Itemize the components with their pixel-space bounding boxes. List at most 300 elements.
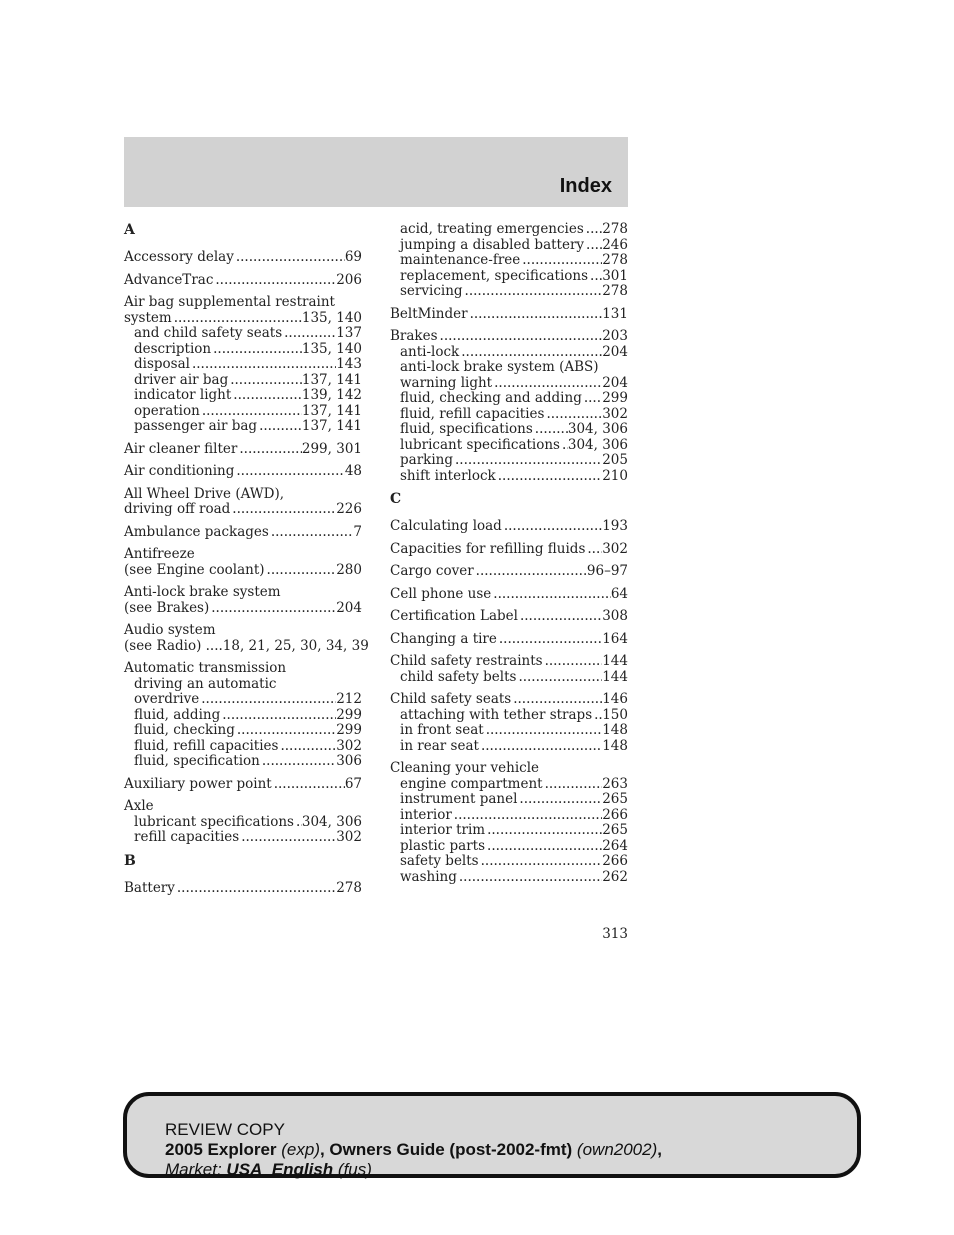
entry-term: fluid, specifications [400, 421, 533, 437]
entry-term: Accessory delay [124, 249, 234, 265]
index-entry-line [124, 623, 362, 639]
footer-text [165, 1120, 662, 1180]
entry-term: BeltMinder [390, 305, 468, 322]
entry-page-ref: 204 [602, 343, 628, 360]
entry-term: fluid, refill capacities [400, 405, 545, 422]
index-subentry-line [124, 830, 362, 846]
entry-term: operation [134, 402, 200, 419]
index-entry-line [124, 777, 362, 793]
entry-term: disposal [134, 356, 190, 372]
entry-term: Audio system [124, 622, 216, 638]
dot-leader [485, 823, 602, 839]
index-entry [390, 542, 628, 558]
dot-leader [235, 723, 336, 739]
index-entry-line [390, 329, 628, 345]
entry-term: driving off road [124, 501, 231, 517]
index-subentry-line [390, 360, 628, 376]
footer-market: USA_English [226, 1160, 334, 1179]
entry-term: Automatic transmission [124, 660, 287, 676]
dot-leader [584, 222, 602, 238]
index-entry-line [124, 661, 362, 677]
entry-term: and child safety seats [134, 325, 283, 341]
entry-page-ref: 206 [336, 271, 362, 288]
entry-term: Calculating load [390, 518, 502, 534]
index-entry-line [124, 601, 362, 617]
entry-page-ref: 266 [602, 853, 628, 869]
entry-term: AdvanceTrac [124, 271, 214, 288]
entry-page-ref: 299 [602, 390, 628, 406]
entry-term: replacement, specifications [400, 267, 589, 284]
dot-leader [237, 442, 302, 458]
index-subentry-line [390, 670, 628, 686]
entry-term: warning light [400, 374, 493, 391]
footer-guide-line [165, 1140, 662, 1160]
entry-page-ref: 164 [602, 630, 628, 647]
index-subentry-line [390, 469, 628, 485]
entry-term: Certification Label [390, 608, 518, 624]
index-subentry-line [390, 854, 628, 870]
index-subentry-line [124, 723, 362, 739]
entry-page-ref: 278 [602, 252, 628, 268]
index-entry [124, 881, 362, 897]
index-entry-line [124, 563, 362, 579]
dot-leader [497, 632, 602, 648]
footer-model: 2005 Explorer [165, 1140, 277, 1159]
entry-term: servicing [400, 283, 463, 299]
dot-leader [230, 502, 336, 518]
entry-term: Child safety restraints [390, 653, 543, 669]
index-subentry-line [124, 388, 362, 404]
index-entry-line [124, 464, 362, 480]
index-entry [390, 609, 628, 625]
entry-page-ref: 131 [602, 305, 628, 322]
dot-leader [520, 253, 602, 269]
entry-term: system [124, 309, 172, 326]
entry-term: (see Engine coolant) [124, 561, 265, 578]
entry-term: Cell phone use [390, 585, 492, 602]
index-subentry-line [390, 823, 628, 839]
index-entry [124, 273, 362, 289]
dot-leader [479, 739, 602, 755]
index-entry [390, 222, 628, 300]
index-entry [124, 622, 369, 654]
index-subentry-line [124, 342, 362, 358]
dot-leader [492, 376, 602, 392]
entry-page-ref: 204 [602, 374, 628, 391]
dot-leader [518, 609, 602, 625]
dot-leader [231, 388, 302, 404]
index-entry-line [390, 519, 628, 535]
entry-term: fluid, checking and adding [400, 390, 582, 406]
index-entry [124, 777, 362, 793]
dot-leader [213, 273, 336, 289]
index-subentry-line [390, 808, 628, 824]
dot-leader [190, 357, 336, 373]
entry-page-ref: 212 [336, 691, 362, 707]
index-subentry-line [390, 438, 628, 454]
dot-leader [463, 284, 603, 300]
entry-page-ref: 299 [336, 706, 362, 723]
index-column-right [390, 222, 628, 892]
dot-leader [592, 708, 602, 724]
entry-page-ref: 205 [602, 452, 628, 468]
entry-term: acid, treating emergencies [400, 221, 584, 237]
dot-leader [485, 839, 602, 855]
index-entry-line [390, 587, 628, 603]
index-subentry-line [390, 391, 628, 407]
entry-page-ref: 210 [602, 467, 628, 484]
index-subentry-line [124, 677, 362, 693]
index-entry-line [124, 799, 362, 815]
dot-leader [209, 601, 336, 617]
index-entry-line [124, 525, 362, 541]
index-subentry-line [390, 376, 628, 392]
entry-page-ref: 280 [336, 561, 362, 578]
footer-model-code: (exp) [281, 1140, 320, 1159]
dot-leader [453, 453, 602, 469]
dot-leader [175, 881, 336, 897]
index-entry-line [390, 564, 628, 580]
index-subentry-line [390, 839, 628, 855]
entry-page-ref: 308 [602, 608, 628, 624]
entry-term: indicator light [134, 387, 232, 403]
footer-market-line [165, 1160, 662, 1180]
entry-page-ref: 203 [602, 328, 628, 344]
entry-page-ref: 48 [344, 463, 362, 479]
entry-term: parking [400, 452, 453, 468]
index-entry-line [390, 609, 628, 625]
entry-term: anti-lock brake system (ABS) [400, 359, 599, 375]
entry-page-ref: 302 [336, 737, 362, 754]
entry-term: All Wheel Drive (AWD), [124, 485, 285, 502]
entry-term: interior trim [400, 822, 486, 838]
entry-page-ref: 137 [336, 325, 362, 341]
dot-leader [516, 670, 602, 686]
index-entry [124, 295, 362, 435]
entry-term: fluid, refill capacities [134, 737, 279, 754]
index-subentry-line [390, 238, 628, 254]
index-entry [124, 442, 362, 458]
index-entry [124, 487, 362, 518]
index-subentry-line [390, 345, 628, 361]
dot-leader [220, 708, 336, 724]
entry-term: Antifreeze [124, 546, 195, 562]
entry-page-ref: 204 [336, 599, 362, 616]
entry-term: Air cleaner filter [124, 440, 238, 457]
index-entry-line [124, 250, 362, 266]
dot-leader [511, 692, 602, 708]
index-entry-line [124, 295, 362, 311]
entry-page-ref: 64 [610, 585, 628, 602]
entry-term: lubricant specifications [400, 436, 560, 453]
dot-leader [588, 269, 602, 285]
dot-leader [269, 525, 354, 541]
index-entry [390, 307, 628, 323]
entry-term: Battery [124, 879, 175, 896]
index-subentry-line [390, 870, 628, 886]
entry-page-ref: 137, 141 [301, 418, 362, 434]
entry-term: Auxiliary power point [124, 775, 272, 792]
entry-term: passenger air bag [134, 418, 258, 434]
index-subentry-line [124, 404, 362, 420]
dot-leader [172, 311, 302, 327]
entry-term: maintenance-free [400, 252, 521, 268]
index-entry-line [390, 654, 628, 670]
entry-page-ref: 135, 140 [301, 340, 362, 357]
entry-page-ref: 304, 306 [567, 436, 628, 453]
footer-market-label: Market: [165, 1160, 222, 1179]
index-entry [390, 692, 628, 754]
index-entry [390, 564, 628, 580]
dot-leader [438, 329, 603, 345]
index-subentry-line [390, 739, 628, 755]
dot-leader [533, 422, 568, 438]
index-subentry-line [390, 777, 628, 793]
dot-leader [479, 854, 603, 870]
index-subentry-line [124, 815, 362, 831]
index-entry [124, 547, 362, 578]
index-subentry-line [390, 723, 628, 739]
index-entry-line [124, 585, 362, 601]
index-column-left [124, 222, 369, 903]
entry-term: safety belts [400, 853, 479, 869]
index-subentry-line [124, 419, 362, 435]
index-entry-line [390, 307, 628, 323]
entry-term: Child safety seats [390, 691, 512, 707]
footer-guide-code: (own2002) [576, 1140, 658, 1159]
index-entry [124, 585, 362, 616]
dot-leader [459, 345, 602, 361]
footer-comma: , [657, 1140, 662, 1159]
entry-page-ref: 135, 140 [301, 309, 362, 326]
index-subentry-line [124, 357, 362, 373]
entry-term: fluid, checking [134, 722, 235, 738]
index-entry [390, 654, 628, 685]
dot-leader [474, 564, 587, 580]
footer-review-label: REVIEW COPY [165, 1120, 285, 1139]
page-title: Index [559, 175, 612, 197]
entry-term: anti-lock [400, 343, 460, 360]
entry-term: child safety belts [400, 668, 517, 685]
entry-term: Ambulance packages [124, 523, 269, 540]
dot-leader [585, 542, 602, 558]
entry-page-ref: 144 [602, 653, 628, 669]
entry-page-ref: 263 [602, 775, 628, 792]
entry-term: plastic parts [400, 837, 486, 854]
entry-term: instrument panel [400, 791, 518, 807]
header-band [124, 137, 628, 207]
entry-term: Air conditioning [124, 463, 235, 479]
entry-term: description [134, 340, 212, 357]
index-subentry-line [124, 326, 362, 342]
dot-leader [272, 777, 345, 793]
footer-guide: , Owners Guide (post-2002-fmt) [319, 1140, 573, 1159]
dot-leader [543, 777, 603, 793]
entry-term: refill capacities [134, 829, 240, 845]
entry-page-ref: 278 [602, 283, 628, 299]
index-subentry-line [390, 453, 628, 469]
index-subentry-line [124, 754, 362, 770]
entry-term: (see Radio) ....18, 21, 25, 30, 34, 39 [124, 637, 369, 654]
entry-page-ref: 301 [602, 267, 628, 284]
entry-page-ref: 302 [336, 829, 362, 845]
index-subentry-line [390, 407, 628, 423]
entry-page-ref: 137, 141 [301, 371, 362, 388]
entry-term: driving an automatic [134, 675, 277, 692]
index-entry [390, 761, 628, 885]
entry-page-ref: 278 [336, 879, 362, 896]
entry-term: Cargo cover [390, 563, 474, 579]
entry-page-ref: 143 [336, 356, 362, 372]
index-entry [124, 464, 362, 480]
entry-page-ref: 299 [336, 722, 362, 738]
entry-term: overdrive [134, 691, 200, 707]
entry-page-ref: 246 [602, 236, 628, 253]
dot-leader [211, 342, 302, 358]
dot-leader [468, 307, 603, 323]
index-subentry-line [390, 253, 628, 269]
index-entry [124, 525, 362, 541]
index-subentry-line [390, 269, 628, 285]
dot-leader [200, 404, 302, 420]
dot-leader [265, 563, 337, 579]
dot-leader [584, 238, 602, 254]
entry-term: jumping a disabled battery [400, 236, 585, 253]
index-entry [390, 587, 628, 603]
dot-leader [239, 830, 336, 846]
entry-term: interior [400, 806, 452, 823]
entry-page-ref: 299, 301 [301, 440, 362, 457]
entry-page-ref: 302 [602, 405, 628, 422]
entry-term: washing [400, 868, 457, 885]
entry-term: Axle [124, 798, 154, 814]
dot-leader [199, 692, 336, 708]
index-entry-line [124, 442, 362, 458]
index-entry [390, 519, 628, 535]
section-letter: B [124, 852, 136, 869]
dot-leader [234, 464, 344, 480]
dot-leader [278, 739, 336, 755]
index-subentry-line [124, 708, 362, 724]
dot-leader [491, 587, 611, 603]
entry-term: fluid, specification [134, 753, 260, 769]
entry-term: Changing a tire [390, 630, 497, 647]
index-subentry-line [124, 373, 362, 389]
entry-page-ref: 137, 141 [301, 402, 362, 419]
index-entry [124, 799, 362, 846]
entry-term: Cleaning your vehicle [390, 760, 540, 776]
index-entry [124, 661, 362, 770]
entry-page-ref: 150 [602, 706, 628, 723]
index-subentry-line [390, 792, 628, 808]
dot-leader [544, 407, 602, 423]
entry-page-ref: 278 [602, 221, 628, 237]
entry-term: shift interlock [400, 467, 496, 484]
index-entry-line [124, 311, 362, 327]
entry-page-ref: 96–97 [586, 563, 628, 579]
index-subentry-line [124, 739, 362, 755]
entry-page-ref: 262 [602, 868, 628, 885]
entry-page-ref: 144 [602, 668, 628, 685]
dot-leader [502, 519, 602, 535]
dot-leader [582, 391, 602, 407]
section-letter: C [390, 491, 402, 507]
dot-leader [457, 870, 602, 886]
entry-page-ref: 266 [602, 806, 628, 823]
dot-leader [484, 723, 603, 739]
entry-page-ref: 226 [336, 501, 362, 517]
index-entry-line [124, 637, 369, 655]
dot-leader [543, 654, 603, 670]
entry-term: Air bag supplemental restraint [124, 294, 335, 310]
footer-market-code: (fus) [337, 1160, 372, 1179]
index-entry-line [124, 487, 362, 503]
entry-term: Capacities for refilling fluids [390, 540, 586, 557]
dot-leader [282, 326, 336, 342]
review-copy-footer [123, 1092, 861, 1178]
entry-page-ref: 306 [336, 753, 362, 769]
entry-term: driver air bag [134, 371, 229, 388]
section-letter: A [124, 222, 135, 238]
index-subentry-line [390, 422, 628, 438]
index-entry-line [390, 632, 628, 648]
entry-term: Anti-lock brake system [124, 584, 281, 600]
dot-leader [228, 373, 302, 389]
entry-term: attaching with tether straps [400, 706, 593, 723]
index-entry-line [124, 273, 362, 289]
entry-page-ref: 304, 306 [301, 813, 362, 830]
dot-leader [496, 469, 602, 485]
entry-page-ref: 193 [602, 518, 628, 534]
entry-term: lubricant specifications [134, 813, 294, 830]
entry-term: fluid, adding [134, 706, 221, 723]
entry-term: Brakes [390, 328, 438, 344]
index-entry-line [124, 881, 362, 897]
entry-page-ref: 148 [602, 722, 628, 738]
dot-leader [452, 808, 602, 824]
dot-leader [560, 438, 568, 454]
dot-leader [260, 754, 336, 770]
dot-leader [517, 792, 602, 808]
entry-page-ref: 265 [602, 822, 628, 838]
entry-page-ref: 302 [602, 540, 628, 557]
entry-term: engine compartment [400, 775, 543, 792]
entry-page-ref: 265 [602, 791, 628, 807]
entry-page-ref: 139, 142 [301, 387, 362, 403]
entry-page-ref: 146 [602, 691, 628, 707]
index-entry [390, 632, 628, 648]
entry-term: in front seat [400, 722, 484, 738]
index-entry-line [390, 761, 628, 777]
index-entry-line [390, 692, 628, 708]
page-number: 313 [602, 926, 628, 942]
entry-page-ref: 67 [344, 775, 362, 792]
index-entry-line [124, 502, 362, 518]
entry-page-ref: 7 [353, 523, 362, 540]
index-subentry-line [390, 284, 628, 300]
dot-leader [294, 815, 302, 831]
index-subentry-line [390, 708, 628, 724]
index-entry [390, 329, 628, 484]
entry-term: (see Brakes) [124, 599, 210, 616]
entry-page-ref: 264 [602, 837, 628, 854]
index-entry-line [124, 547, 362, 563]
dot-leader [234, 250, 345, 266]
index-subentry-line [390, 222, 628, 238]
dot-leader [257, 419, 302, 435]
entry-page-ref: 148 [602, 737, 628, 754]
entry-page-ref: 304, 306 [567, 421, 628, 437]
